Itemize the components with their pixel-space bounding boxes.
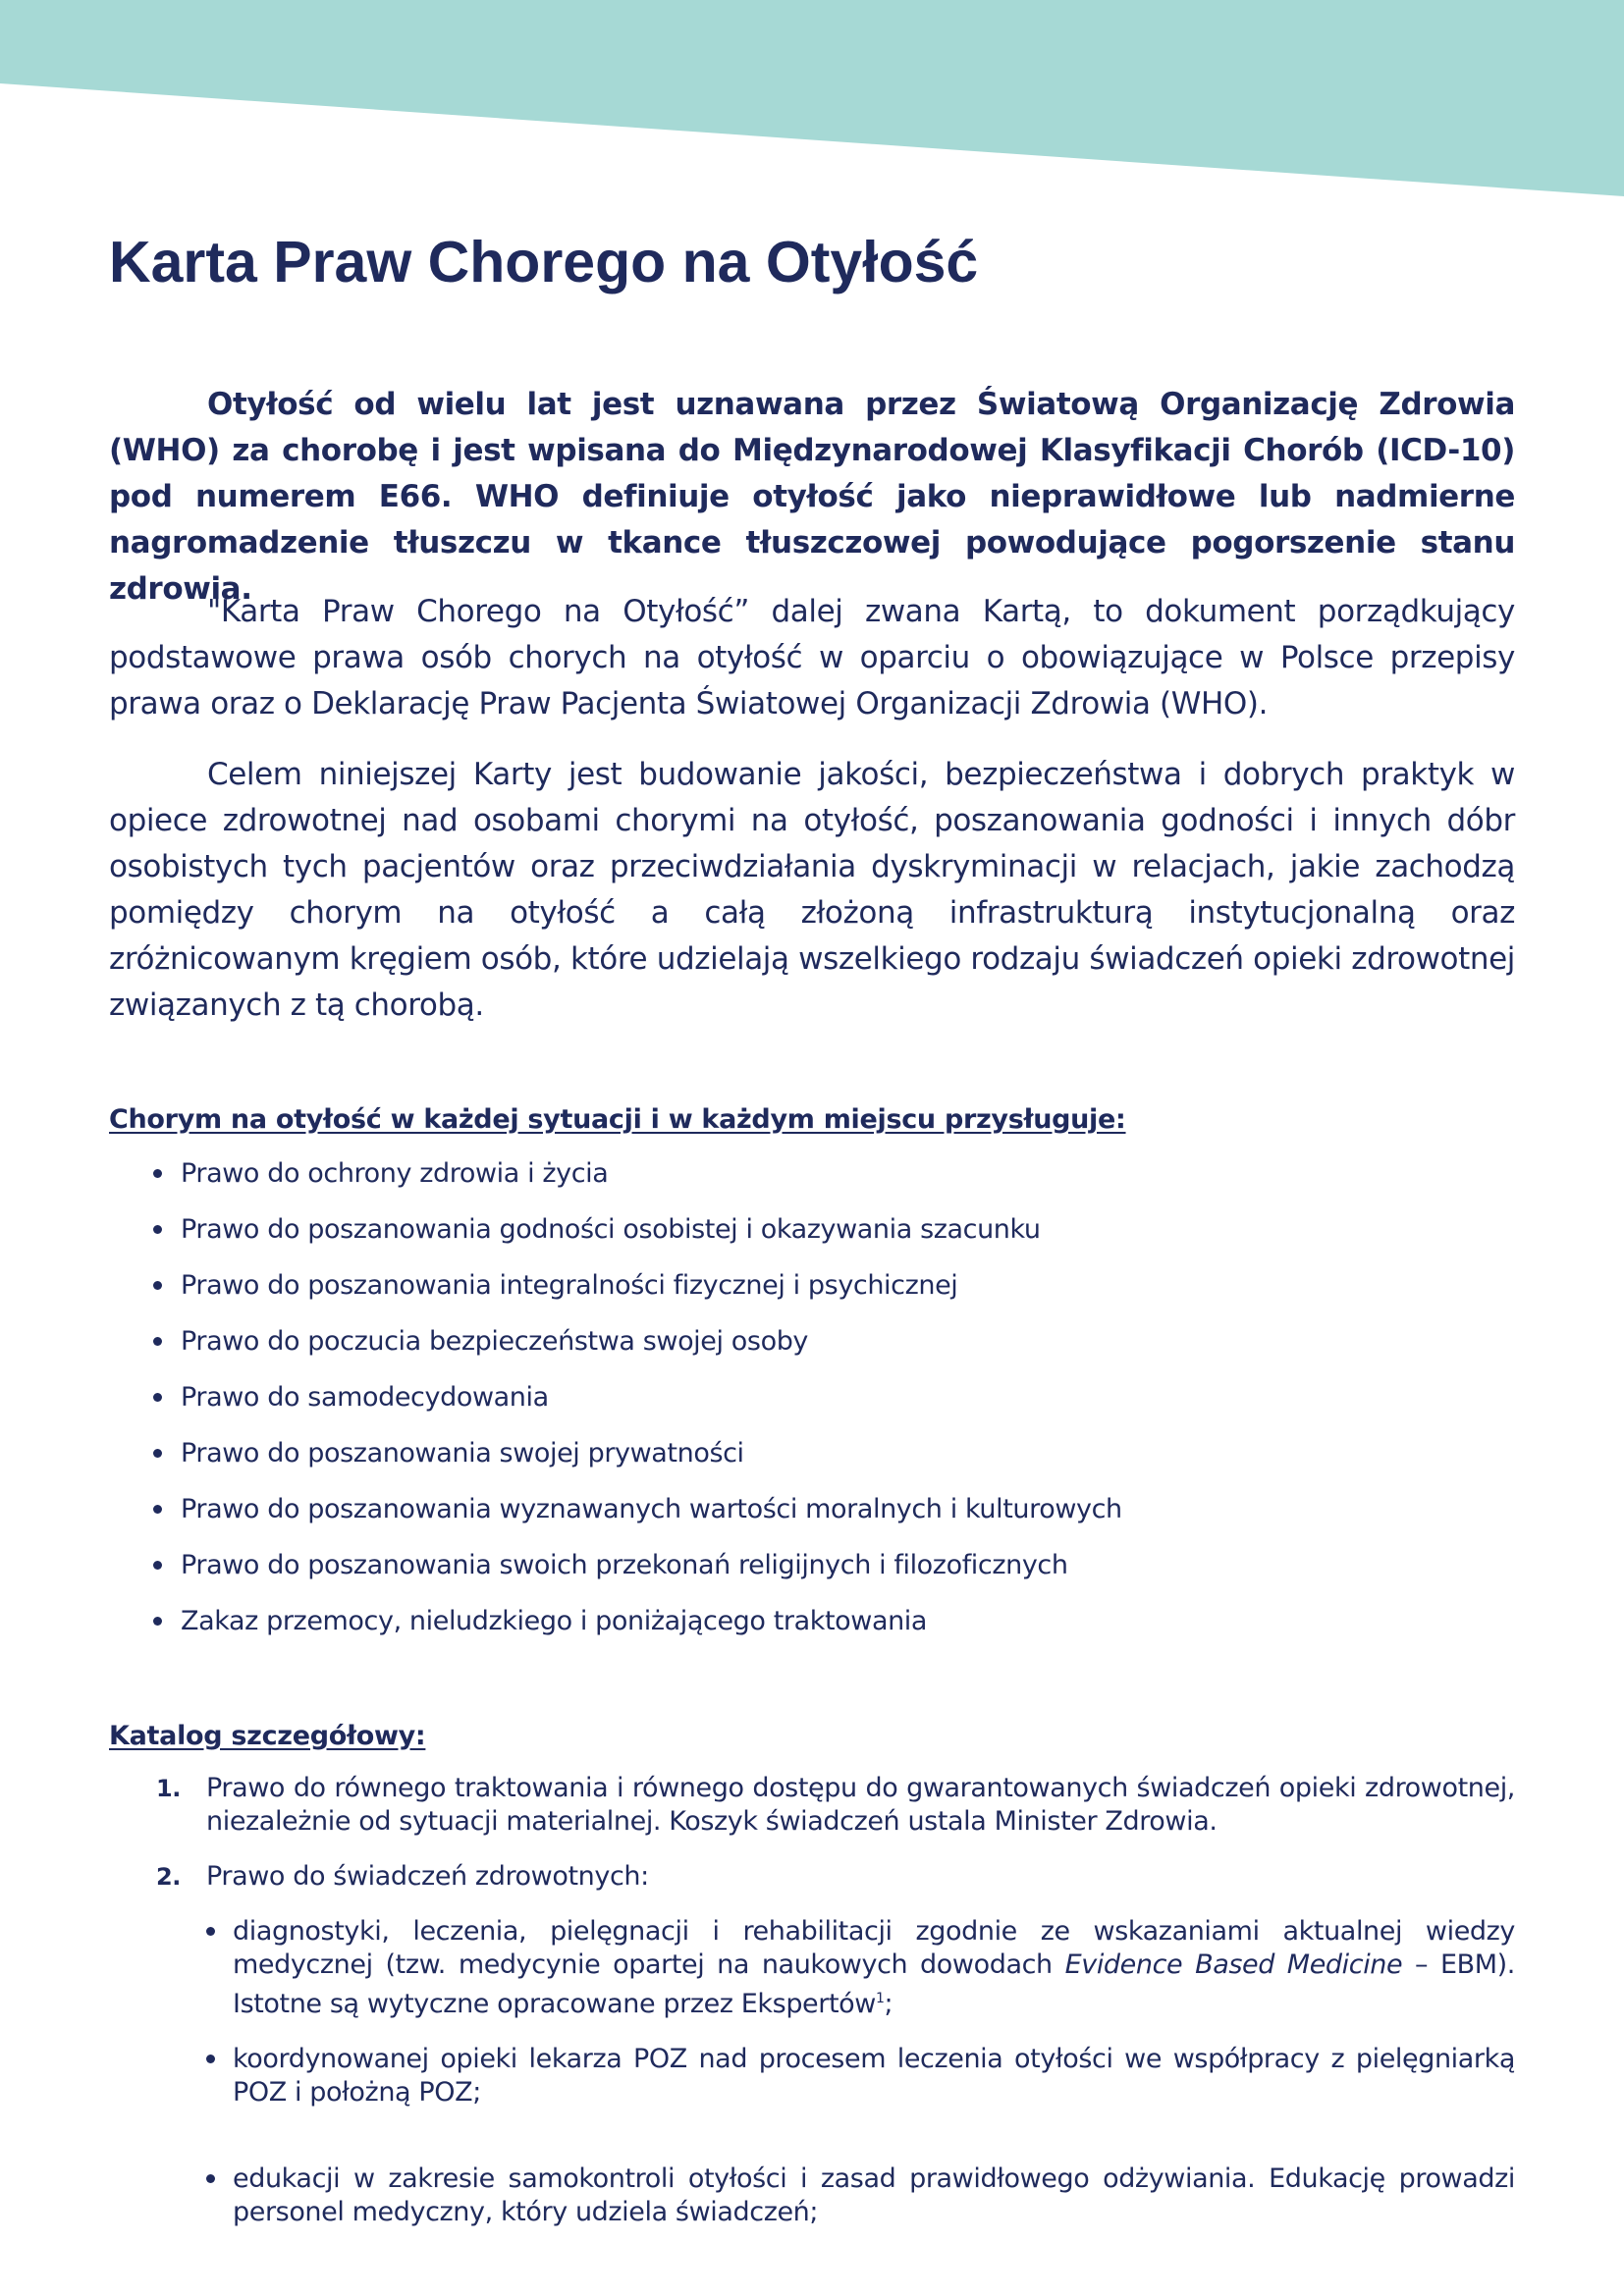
bullet-icon <box>153 1281 162 1290</box>
page-title: Karta Praw Chorego na Otyłość <box>109 230 979 294</box>
rights-item-text: Prawo do poczucia bezpieczeństwa swojej osoby <box>181 1326 809 1357</box>
catalog-subitem <box>206 1915 1515 2021</box>
rights-item-text: Prawo do poszanowania godności osobistej i okazywania szacunku <box>181 1214 1041 1245</box>
rights-list-item <box>153 1155 1122 1211</box>
bullet-icon <box>153 1617 162 1626</box>
rights-item-text: Zakaz przemocy, nieludzkiego i poniżającego traktowania <box>181 1606 928 1636</box>
subitem-text: koordynowanej opieki lekarza POZ nad procesem leczenia otyłości we współpracy z pielęgniarką POZ i położną POZ; <box>233 2044 1515 2108</box>
bullet-icon <box>206 1927 215 1936</box>
rights-list-item <box>153 1547 1122 1603</box>
rights-item-text: Prawo do poszanowania integralności fizycznej i psychicznej <box>181 1270 958 1301</box>
rights-list-item <box>153 1211 1122 1267</box>
rights-item-text: Prawo do poszanowania wyznawanych wartości moralnych i kulturowych <box>181 1494 1122 1524</box>
rights-list <box>153 1155 1122 1659</box>
catalog-item-number: 2. <box>156 1863 182 1891</box>
rights-item-text: Prawo do poszanowania swoich przekonań religijnych i filozoficznych <box>181 1550 1068 1580</box>
rights-list-item <box>153 1379 1122 1435</box>
bullet-icon <box>153 1337 162 1346</box>
rights-list-item <box>153 1491 1122 1547</box>
bullet-icon <box>206 2055 215 2063</box>
rights-heading: Chorym na otyłość w każdej sytuacji i w każdym miejscu przysługuje: <box>109 1104 1126 1135</box>
rights-item-text: Prawo do samodecydowania <box>181 1382 549 1413</box>
subitem-text: edukacji w zakresie samokontroli otyłości i zasad prawidłowego odżywiania. Edukację prowadzi personel medyczny, który udziela świadczeń; <box>233 2163 1515 2227</box>
rights-list-item <box>153 1435 1122 1491</box>
bullet-icon <box>153 1561 162 1570</box>
intro-paragraph-bold: Otyłość od wielu lat jest uznawana przez Światową Organizację Zdrowia (WHO) za chorobę i jest wpisana do Międzynarodowej Klasyfikacji Chorób (ICD-10) pod numerem E66. WHO definiuje otyłość jako nieprawidłowe lub nadmierne nagromadzenie tłuszczu w tkance tłuszczowej powodujące pogorszenie stanu zdrowia. <box>109 387 1515 607</box>
catalog-list <box>109 1772 1515 1915</box>
catalog-item-number: 1. <box>156 1775 182 1802</box>
catalog-sublist <box>206 1915 1515 2229</box>
catalog-subitem <box>206 2043 1515 2109</box>
bullet-icon <box>153 1505 162 1514</box>
subitem-italic-term: Evidence Based Medicine <box>1064 1949 1403 1980</box>
catalog-subitem <box>206 2163 1515 2229</box>
catalog-item <box>109 1772 1515 1839</box>
intro-paragraph-3: Celem niniejszej Karty jest budowanie jakości, bezpieczeństwa i dobrych praktyk w opiece zdrowotnej nad osobami chorymi na otyłość, poszanowania godności i innych dóbr osobistych tych pacjentów oraz przeciwdziałania dyskryminacji w relacjach, jakie zachodzą pomiędzy chorym na otyłość a całą złożoną infrastrukturą instytucjonalną oraz zróżnicowanym kręgiem osób, które udzielają wszelkiego rodzaju świadczeń opieki zdrowotnej związanych z tą chorobą. <box>109 757 1515 1023</box>
bullet-icon <box>153 1169 162 1178</box>
intro-paragraph-2: "Karta Praw Chorego na Otyłość” dalej zwana Kartą, to dokument porządkujący podstawowe prawa osób chorych na otyłość w oparciu o obowiązujące w Polsce przepisy prawa oraz o Deklarację Praw Pacjenta Światowej Organizacji Zdrowia (WHO). <box>109 594 1515 721</box>
rights-list-item <box>153 1603 1122 1659</box>
subitem-text-part: ; <box>884 1989 893 2019</box>
rights-list-item <box>153 1267 1122 1323</box>
bullet-icon <box>206 2174 215 2183</box>
catalog-item-text: Prawo do równego traktowania i równego dostępu do gwarantowanych świadczeń opieki zdrowotnej, niezależnie od sytuacji materialnej. Koszyk świadczeń ustala Minister Zdrowia. <box>206 1773 1515 1837</box>
subitem-text-part: diagnostyki, leczenia, pielęgnacji i rehabilitacji zgodnie ze wskazaniami aktualnej wiedzy medycznej (tzw. medycynie opartej na naukowych dowodach <box>233 1916 1515 1980</box>
decorative-top-band <box>0 0 1624 206</box>
rights-item-text: Prawo do poszanowania swojej prywatności <box>181 1438 744 1468</box>
footnote-marker: 1 <box>875 1991 885 2006</box>
bullet-icon <box>153 1393 162 1402</box>
bullet-icon <box>153 1449 162 1458</box>
subitem-text-part: – EBM). Istotne są wytyczne opracowane przez Ekspertów <box>233 1949 1515 2019</box>
catalog-item-text: Prawo do świadczeń zdrowotnych: <box>206 1861 649 1892</box>
catalog-heading: Katalog szczegółowy: <box>109 1721 426 1751</box>
rights-item-text: Prawo do ochrony zdrowia i życia <box>181 1158 609 1189</box>
catalog-item <box>109 1860 1515 1894</box>
bullet-icon <box>153 1225 162 1234</box>
rights-list-item <box>153 1323 1122 1379</box>
